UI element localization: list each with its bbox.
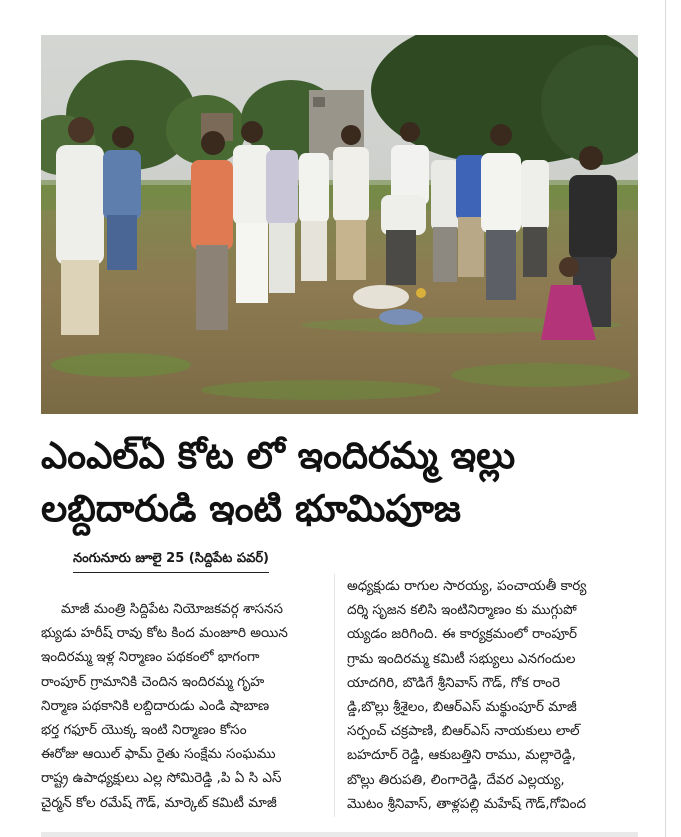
headline-line-2: లబ్దిదారుడి ఇంటి భూమిపూజ: [41, 487, 461, 530]
body-line: డ్డి,బొల్లు శ్రీశైలం, బిఆర్ఎస్ మక్థుంపూర్ మాజీ: [347, 699, 577, 716]
body-line: యాదగిరి, బొడిగే శ్రీనివాస్ గౌడ్, గోక రాంరె: [347, 674, 561, 691]
column-divider: [334, 574, 335, 817]
body-line: దర్శి సృజన కలిసి ఇంటినిర్మాణం కు ముగ్గుపో: [347, 602, 577, 619]
body-line: బహదూర్ రెడ్డి, ఆకుబత్తిని రాము, మల్లారెడ్డి,: [347, 747, 576, 764]
body-line: బొల్లు తిరుపతి, లింగారెడ్డి, దేవర ఎల్లయ్య,: [347, 771, 565, 788]
body-line: మొటం శ్రీనివాస్, తాళ్లపల్లి మహేష్ గౌడ్,గోవింద: [347, 795, 586, 812]
body-line: భర్త గఫూర్ యొక్క ఇంటి నిర్మాణం కోసం: [41, 722, 247, 739]
next-article-edge: [41, 832, 638, 837]
body-line: రాంపూర్ గ్రామానికి చెందిన ఇందిరమ్మ గృహ: [41, 673, 265, 690]
body-line: ఈరోజు ఆయిల్ ఫామ్ రైతు సంక్షేమ సంఘము: [41, 746, 276, 763]
dateline: నంగునూరు జూలై 25 (సిద్దిపేట పవర్): [73, 551, 269, 573]
body-line: నిర్మాణ పథకానికి లబ్దిదారుడు ఎండి షాబాణ: [41, 697, 270, 714]
body-line: గ్రామ ఇందిరమ్మ కమిటీ సభ్యులు ఎనగందుల: [347, 650, 576, 667]
page-edge-rule: [665, 0, 666, 837]
headline-line-1: ఎంఎల్ఏ కోట లో ఇందిరమ్మ ఇల్లు: [41, 434, 516, 477]
body-line: భ్యుడు హరీష్ రావు కోట కింద మంజూరి అయిన: [41, 625, 288, 642]
article-body-right-column: [347, 574, 637, 816]
article-body-left-column: [41, 597, 331, 815]
body-line: ఇందిరమ్మ ఇళ్ల నిర్మాణం పథకంలో భాగంగా: [41, 649, 260, 666]
body-line: రాష్ట్ర ఉపాధ్యక్షులు ఎల్ల సోమిరెడ్డి ,పి ఏ సి ఎస్: [41, 770, 282, 787]
body-line: సర్పంచ్ చక్రపాణి, బిఆర్ఎస్ నాయకులు లాల్: [347, 723, 580, 740]
body-line: మాజీ మంత్రి సిద్దిపేట నియోజకవర్గ శాసనస: [61, 601, 283, 617]
body-line: య్యడం జరిగింది. ఈ కార్యక్రమంలో రాంపూర్: [347, 626, 578, 643]
news-photo: [41, 35, 638, 414]
body-line: అధ్యక్షుడు రాగుల సారయ్య, పంచాయతీ కార్య: [347, 578, 587, 594]
body-line: చైర్మన్ కోల రమేష్ గౌడ్, మార్కెట్ కమిటీ మాజీ: [41, 794, 277, 811]
